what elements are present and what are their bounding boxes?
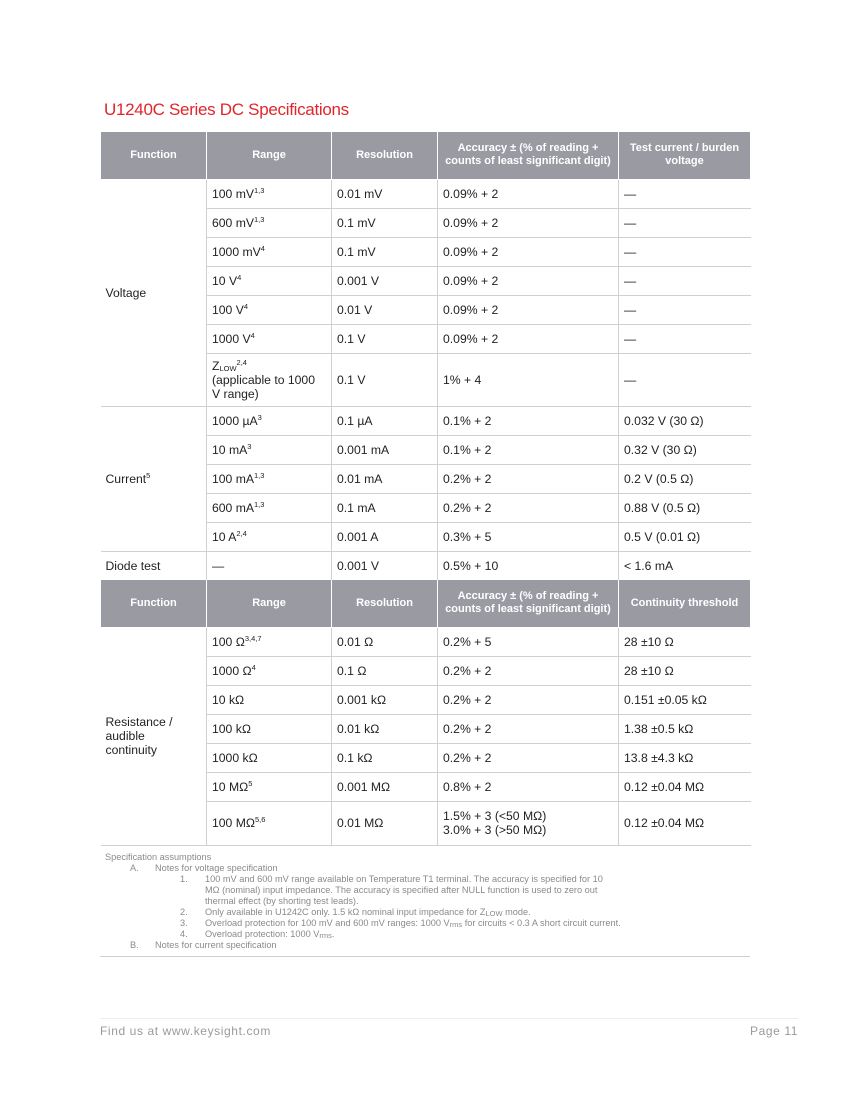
accuracy-cell: 0.09% + 2 [438, 266, 619, 295]
accuracy-cell: 0.2% + 2 [438, 743, 619, 772]
range-cell: 600 mV$^{1,3}$ [207, 208, 332, 237]
notes-heading: Specification assumptions [105, 852, 212, 862]
page-number: Page 11 [749, 1024, 798, 1038]
note-text: Notes for current specification [155, 940, 277, 950]
note-label: B. [130, 940, 139, 950]
test-current-cell: — [619, 266, 751, 295]
resolution-cell: 0.1 mA [332, 493, 438, 522]
test-current-cell: 0.032 V (30 Ω) [619, 406, 751, 435]
test-current-cell: 0.5 V (0.01 Ω) [619, 522, 751, 551]
accuracy-cell: 0.1% + 2 [438, 435, 619, 464]
accuracy-cell: 0.09% + 2 [438, 324, 619, 353]
resolution-cell: 0.001 A [332, 522, 438, 551]
range-cell: 10 $V^4$ [207, 266, 332, 295]
test-current-cell: — [619, 353, 751, 406]
accuracy-cell: 0.2% + 2 [438, 685, 619, 714]
resolution-cell: 0.1 mV [332, 237, 438, 266]
test-current-cell: — [619, 295, 751, 324]
header-resolution: Resolution [332, 132, 438, 179]
function-current: Current$^5$ [101, 406, 207, 551]
table-header-row [101, 580, 751, 627]
accuracy-cell: 0.09% + 2 [438, 237, 619, 266]
resolution-cell: 0.01 V [332, 295, 438, 324]
threshold-cell: 0.12 ±0.04 MΩ [619, 801, 751, 845]
resolution-cell: 0.01 Ω [332, 627, 438, 656]
header-accuracy: Accuracy ± (% of reading + counts of least significant digit) [438, 132, 619, 179]
footer-website: Find us at www.keysight.com [100, 1024, 271, 1038]
header-function: Function [101, 580, 207, 627]
range-cell: 600 mA$^{1,3}$ [207, 493, 332, 522]
threshold-cell: 0.12 ±0.04 MΩ [619, 772, 751, 801]
accuracy-cell: 0.3% + 5 [438, 522, 619, 551]
threshold-cell: 0.151 ±0.05 kΩ [619, 685, 751, 714]
range-cell: — [207, 551, 332, 580]
note-label: 1. [180, 874, 188, 884]
range-cell: 10 $M\Omega^5$ [207, 772, 332, 801]
header-range: Range [207, 580, 332, 627]
function-voltage: Voltage [101, 179, 207, 406]
resolution-cell: 0.1 Ω [332, 656, 438, 685]
range-cell: 100 mV$^{1,3}$ [207, 179, 332, 208]
resolution-cell: 0.001 mA [332, 435, 438, 464]
function-resistance: Resistance / audible continuity [101, 627, 207, 845]
threshold-cell: 1.38 ±0.5 kΩ [619, 714, 751, 743]
resolution-cell: 0.001 V [332, 551, 438, 580]
range-cell: 100 $V^4$ [207, 295, 332, 324]
resolution-cell: 0.1 mV [332, 208, 438, 237]
page-title: U1240C Series DC Specifications [104, 100, 349, 119]
threshold-cell: 28 ±10 Ω [619, 627, 751, 656]
accuracy-cell: 0.09% + 2 [438, 179, 619, 208]
accuracy-cell: 0.1% + 2 [438, 406, 619, 435]
accuracy-cell: 1% + 4 [438, 353, 619, 406]
note-text: Overload protection for 100 mV and 600 mV ranges: 1000 $V_{rms}$ for circuits < 0.3 A short circuit current. [205, 918, 621, 929]
resolution-cell: 0.001 kΩ [332, 685, 438, 714]
table-row [101, 627, 751, 656]
resolution-cell: 0.01 mA [332, 464, 438, 493]
note-text: MΩ (nominal) input impedance. The accuracy is specified after NULL function is used to zero out [205, 885, 598, 895]
resolution-cell: 0.001 MΩ [332, 772, 438, 801]
header-test-current: Test current / burden voltage [619, 132, 751, 179]
threshold-cell: 28 ±10 Ω [619, 656, 751, 685]
header-function: Function [101, 132, 207, 179]
note-text: Overload protection: 1000 $V_{rms}$. [205, 929, 335, 940]
test-current-cell: — [619, 208, 751, 237]
accuracy-cell: 0.2% + 2 [438, 464, 619, 493]
test-current-cell: 0.88 V (0.5 Ω) [619, 493, 751, 522]
header-resolution: Resolution [332, 580, 438, 627]
range-cell: 1000 µA$^3$ [207, 406, 332, 435]
resolution-cell: 0.1 kΩ [332, 743, 438, 772]
resolution-cell: 0.1 µA [332, 406, 438, 435]
function-diode-test: Diode test [101, 551, 207, 580]
accuracy-cell: 0.2% + 2 [438, 714, 619, 743]
note-label: A. [130, 863, 139, 873]
range-cell: 10 kΩ [207, 685, 332, 714]
note-label: 3. [180, 918, 188, 928]
resolution-cell: 0.1 V [332, 324, 438, 353]
accuracy-cell: 0.2% + 2 [438, 656, 619, 685]
threshold-cell: 13.8 ±4.3 kΩ [619, 743, 751, 772]
note-label: 2. [180, 907, 188, 917]
table-header-row [101, 132, 751, 179]
note-label: 4. [180, 929, 188, 939]
specification-notes [100, 848, 750, 957]
header-range: Range [207, 132, 332, 179]
range-cell: 10 A$^{2,4}$ [207, 522, 332, 551]
note-text: Only available in U1242C only. 1.5 kΩ nominal input impedance for $Z_{LOW}$ mode. [205, 907, 531, 918]
range-cell: 1000 $\Omega^4$ [207, 656, 332, 685]
test-current-cell: 0.2 V (0.5 Ω) [619, 464, 751, 493]
header-continuity-threshold: Continuity threshold [619, 580, 751, 627]
test-current-cell: 0.32 V (30 Ω) [619, 435, 751, 464]
range-cell: 100 Ω$^{3,4,7}$ [207, 627, 332, 656]
footer-divider [100, 1018, 798, 1019]
range-cell: 100 kΩ [207, 714, 332, 743]
table-row [101, 551, 751, 580]
test-current-cell: < 1.6 mA [619, 551, 751, 580]
accuracy-cell: 0.2% + 5 [438, 627, 619, 656]
range-cell: 100 mA$^{1,3}$ [207, 464, 332, 493]
header-accuracy: Accuracy ± (% of reading + counts of least significant digit) [438, 580, 619, 627]
accuracy-cell: 1.5% + 3 (<50 MΩ) 3.0% + 3 (>50 MΩ) [438, 801, 619, 845]
accuracy-cell: 0.2% + 2 [438, 493, 619, 522]
table-row [101, 179, 751, 208]
dc-spec-table-voltage-current [100, 132, 751, 581]
test-current-cell: — [619, 324, 751, 353]
resolution-cell: 0.01 mV [332, 179, 438, 208]
dc-spec-table-resistance [100, 580, 751, 846]
note-text: 100 mV and 600 mV range available on Temperature T1 terminal. The accuracy is specified for 10 [205, 874, 603, 884]
range-cell: 1000 $V^4$ [207, 324, 332, 353]
range-cell: 1000 kΩ [207, 743, 332, 772]
resolution-cell: 0.1 V [332, 353, 438, 406]
resolution-cell: 0.001 V [332, 266, 438, 295]
test-current-cell: — [619, 179, 751, 208]
accuracy-cell: 0.09% + 2 [438, 295, 619, 324]
accuracy-cell: 0.8% + 2 [438, 772, 619, 801]
range-cell: 100 MΩ$^{5,6}$ [207, 801, 332, 845]
resolution-cell: 0.01 kΩ [332, 714, 438, 743]
resolution-cell: 0.01 MΩ [332, 801, 438, 845]
accuracy-cell: 0.5% + 10 [438, 551, 619, 580]
accuracy-cell: 0.09% + 2 [438, 208, 619, 237]
note-text: Notes for voltage specification [155, 863, 278, 873]
table-row [101, 406, 751, 435]
range-cell-zlow: $Z_{LOW}^{2,4}$ (applicable to 1000 V range) [207, 353, 332, 406]
note-text: thermal effect (by shorting test leads). [205, 896, 359, 906]
range-cell: 10 $mA^3$ [207, 435, 332, 464]
range-cell: 1000 $mV^4$ [207, 237, 332, 266]
test-current-cell: — [619, 237, 751, 266]
